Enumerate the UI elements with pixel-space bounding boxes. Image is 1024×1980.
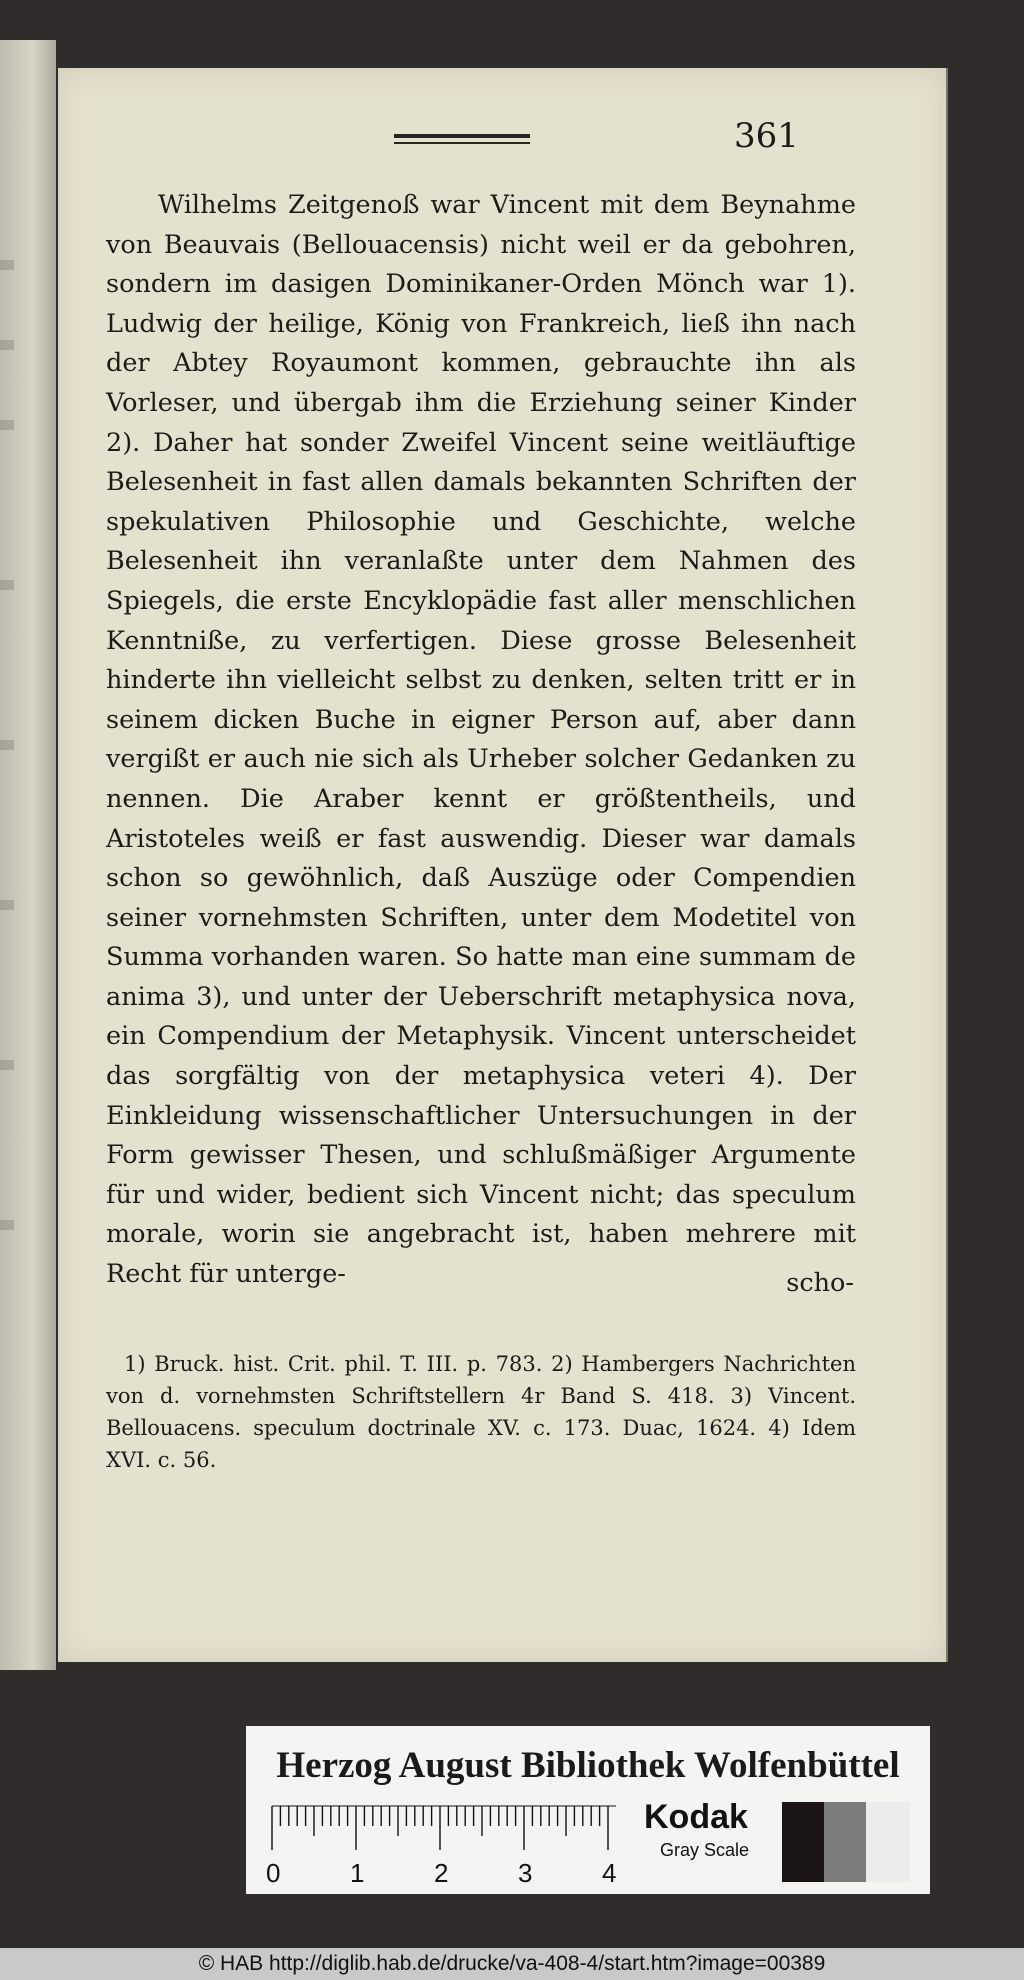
library-title: Herzog August Bibliothek Wolfenbüttel xyxy=(276,1745,900,1786)
previous-page-edge xyxy=(0,40,56,1670)
book-page xyxy=(58,68,946,1662)
scale-label-1: 1 xyxy=(350,1858,365,1888)
copyright-footer: © HAB http://diglib.hab.de/drucke/va-408-4/start.htm?image=00389 xyxy=(0,1948,1024,1980)
gray-scale-label: Gray Scale xyxy=(660,1840,750,1860)
kodak-logo: Kodak xyxy=(644,1798,748,1836)
header-rule xyxy=(394,134,530,144)
scale-label-3: 3 xyxy=(518,1858,533,1888)
scale-label-0: 0 xyxy=(266,1858,281,1888)
scale-label-4: 4 xyxy=(602,1858,617,1888)
scale-label-2: 2 xyxy=(434,1858,449,1888)
gray-patch-dark xyxy=(782,1802,824,1882)
measurement-scale xyxy=(264,1804,616,1892)
color-calibration-card xyxy=(246,1726,930,1894)
ruler-icon xyxy=(264,1804,616,1854)
page-number: 361 xyxy=(734,116,799,156)
gray-patch-mid xyxy=(824,1802,866,1882)
footnotes: 1) Bruck. hist. Crit. phil. T. III. p. 783. 2) Hambergers Nachrichten von d. vornehmsten Schriftstellern 4r Band S. 418. 3) Vincent. Bellouacens. speculum doctrinale XV. c. 173. Duac, 1624. 4) Idem XVI. c. 56. xyxy=(106,1352,856,1472)
body-text: Wilhelms Zeitgenoß war Vincent mit dem Beynahme von Beauvais (Bellouacensis) nicht weil er da gebohren, sondern im dasigen Dominikaner-Orden Mönch war 1). Ludwig der heilige, König von Frankreich, ließ ihn nach der Abtey Royaumont kommen, gebrauchte ihn als Vorleser, und übergab ihm die Erziehung seiner Kinder 2). Daher hat sonder Zweifel Vincent seine weitläuftige Belesenheit in fast allen damals bekannten Schriften der spekulativen Philosophie und Geschichte, welche Belesenheit ihn veranlaßte unter dem Nahmen des Spiegels, die erste Encyklopädie fast aller menschlichen Kenntniße, zu verfertigen. Diese grosse Belesenheit hinderte ihn vielleicht selbst zu denken, selten tritt er in seinem dicken Buche in eigner Person auf, aber dann vergißt er auch nie sich als Urheber solcher Gedanken zu nennen. Die Araber kennt er größtentheils, und Aristoteles weiß er fast auswendig. Dieser war damals schon so gewöhnlich, daß Auszüge oder Compendien seiner vornehmsten Schriften, unter dem Modetitel von Summa vorhanden waren. So hatte man eine summam de anima 3), und unter der Ueberschrift metaphysica nova, ein Compendium der Metaphysik. Vincent unterscheidet das sorgfältig von der metaphysica veteri 4). Der Einkleidung wissenschaftlicher Untersuchungen in der Form gewisser Thesen, und schlußmäßiger Argumente für und wider, bedient sich Vincent nicht; das speculum morale, worin sie angebracht ist, haben mehrere mit Recht für unterge- xyxy=(106,190,856,1290)
gray-patch-light xyxy=(866,1802,910,1882)
catchword: scho- xyxy=(786,1268,854,1298)
